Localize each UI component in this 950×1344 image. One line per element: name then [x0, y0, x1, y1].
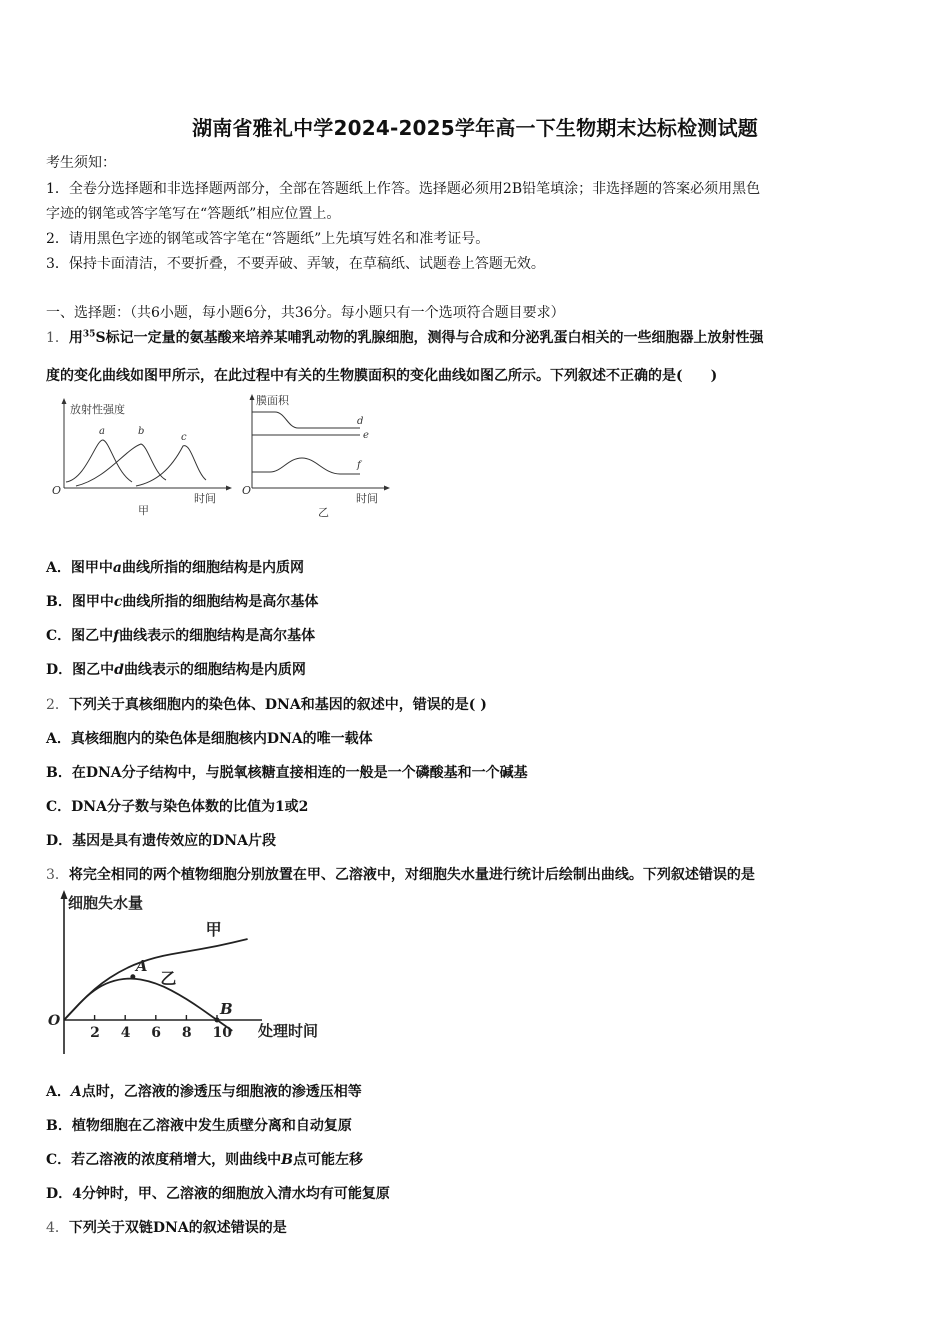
jia-origin: O [52, 484, 62, 497]
series-line-乙 [64, 979, 232, 1031]
question-1-option-a: A．图甲中a曲线所指的细胞结构是内质网 [46, 560, 304, 576]
question-3-option-c: C．若乙溶液的浓度稍增大，则曲线中B点可能左移 [46, 1152, 363, 1168]
yi-curve-label: d [357, 416, 364, 427]
figure-jia [46, 394, 236, 519]
question-1-option-c: C．图乙中f曲线表示的细胞结构是高尔基体 [46, 628, 316, 644]
notice-item: 字迹的钢笔或答字笔写在“答题纸”相应位置上。 [46, 206, 341, 222]
jia-xlabel: 时间 [194, 492, 216, 505]
question-1-stem-cont: 度的变化曲线如图甲所示，在此过程中有关的生物膜面积的变化曲线如图乙所示。下列叙述不正确的是( ) [46, 368, 718, 384]
question-1-option-d: D．图乙中d曲线表示的细胞结构是内质网 [46, 662, 306, 678]
x-tick-label: 8 [181, 1025, 192, 1041]
chart-point-label: B [220, 1000, 233, 1018]
yi-caption: 乙 [318, 506, 329, 519]
jia-ylabel: 放射性强度 [70, 403, 125, 416]
question-1-stem: 1．用$^{35}$S标记一定量的氨基酸来培养某哺乳动物的乳腺细胞，测得与合成和分泌乳蛋白相关的一些细胞器上放射性强 [46, 329, 764, 346]
question-3-chart [44, 888, 344, 1058]
series-label: 乙 [160, 968, 177, 988]
yi-ylabel: 膜面积 [256, 394, 289, 407]
jia-curve-label: c [181, 432, 187, 443]
yi-curve-label: e [363, 430, 369, 441]
chart-point-label: A [135, 956, 148, 975]
x-tick-label: 6 [151, 1025, 162, 1041]
section-heading: 一、选择题：（共6小题，每小题6分，共36分。每小题只有一个选项符合题目要求） [46, 305, 565, 321]
chart-ylabel: 细胞失水量 [68, 894, 144, 912]
chart-xlabel: 处理时间 [258, 1022, 319, 1040]
question-3-option-a: A．A点时，乙溶液的渗透压与细胞液的渗透压相等 [46, 1084, 362, 1100]
chart-point-B [215, 1018, 220, 1023]
y-axis-arrow [61, 890, 68, 899]
notice-item: 3．保持卡面清洁，不要折叠，不要弄破、弄皱，在草稿纸、试题卷上答题无效。 [46, 256, 545, 272]
jia-curve-label: b [138, 426, 145, 437]
question-number: 1． [46, 330, 69, 346]
question-2-option-a: A．真核细胞内的染色体是细胞核内DNA的唯一载体 [46, 731, 373, 747]
question-3-option-b: B．植物细胞在乙溶液中发生质壁分离和自动复原 [46, 1118, 352, 1134]
notice-item: 1．全卷分选择题和非选择题两部分，全部在答题纸上作答。选择题必须用2B铅笔填涂；非选择题的答案必须用黑色 [46, 181, 761, 197]
question-2-stem: 2．下列关于真核细胞内的染色体、DNA和基因的叙述中，错误的是( ) [46, 697, 487, 713]
x-tick-label: 10 [212, 1025, 232, 1041]
chart-origin: O [48, 1013, 61, 1029]
series-label: 甲 [205, 920, 222, 939]
chart-point-A [130, 974, 135, 979]
question-2-option-b: B．在DNA分子结构中，与脱氧核糖直接相连的一般是一个磷酸基和一个碱基 [46, 765, 528, 781]
notice-heading: 考生须知： [46, 155, 116, 171]
notice-item: 2．请用黑色字迹的钢笔或答字笔在“答题纸”上先填写姓名和准考证号。 [46, 231, 490, 247]
question-2-option-d: D．基因是具有遗传效应的DNA片段 [46, 833, 276, 849]
x-tick-label: 4 [120, 1025, 131, 1041]
question-3-stem: 3．将完全相同的两个植物细胞分别放置在甲、乙溶液中，对细胞失水量进行统计后绘制出曲线。下列叙述错误的是 [46, 867, 755, 883]
yi-origin: O [242, 484, 252, 497]
x-tick-label: 2 [90, 1025, 100, 1041]
question-4-stem: 4．下列关于双链DNA的叙述错误的是 [46, 1220, 287, 1236]
jia-caption: 甲 [138, 504, 149, 517]
figure-yi [240, 390, 392, 520]
yi-curve-label: f [357, 460, 361, 471]
question-1-option-b: B．图甲中c曲线所指的细胞结构是高尔基体 [46, 594, 319, 610]
jia-curve-label: a [99, 426, 105, 437]
question-3-option-d: D．4分钟时，甲、乙溶液的细胞放入清水均有可能复原 [46, 1186, 390, 1202]
question-2-option-c: C．DNA分子数与染色体数的比值为1或2 [46, 799, 309, 815]
yi-xlabel: 时间 [356, 492, 378, 505]
page-title: 湖南省雅礼中学2024-2025学年高一下生物期末达标检测试题 [192, 116, 758, 140]
